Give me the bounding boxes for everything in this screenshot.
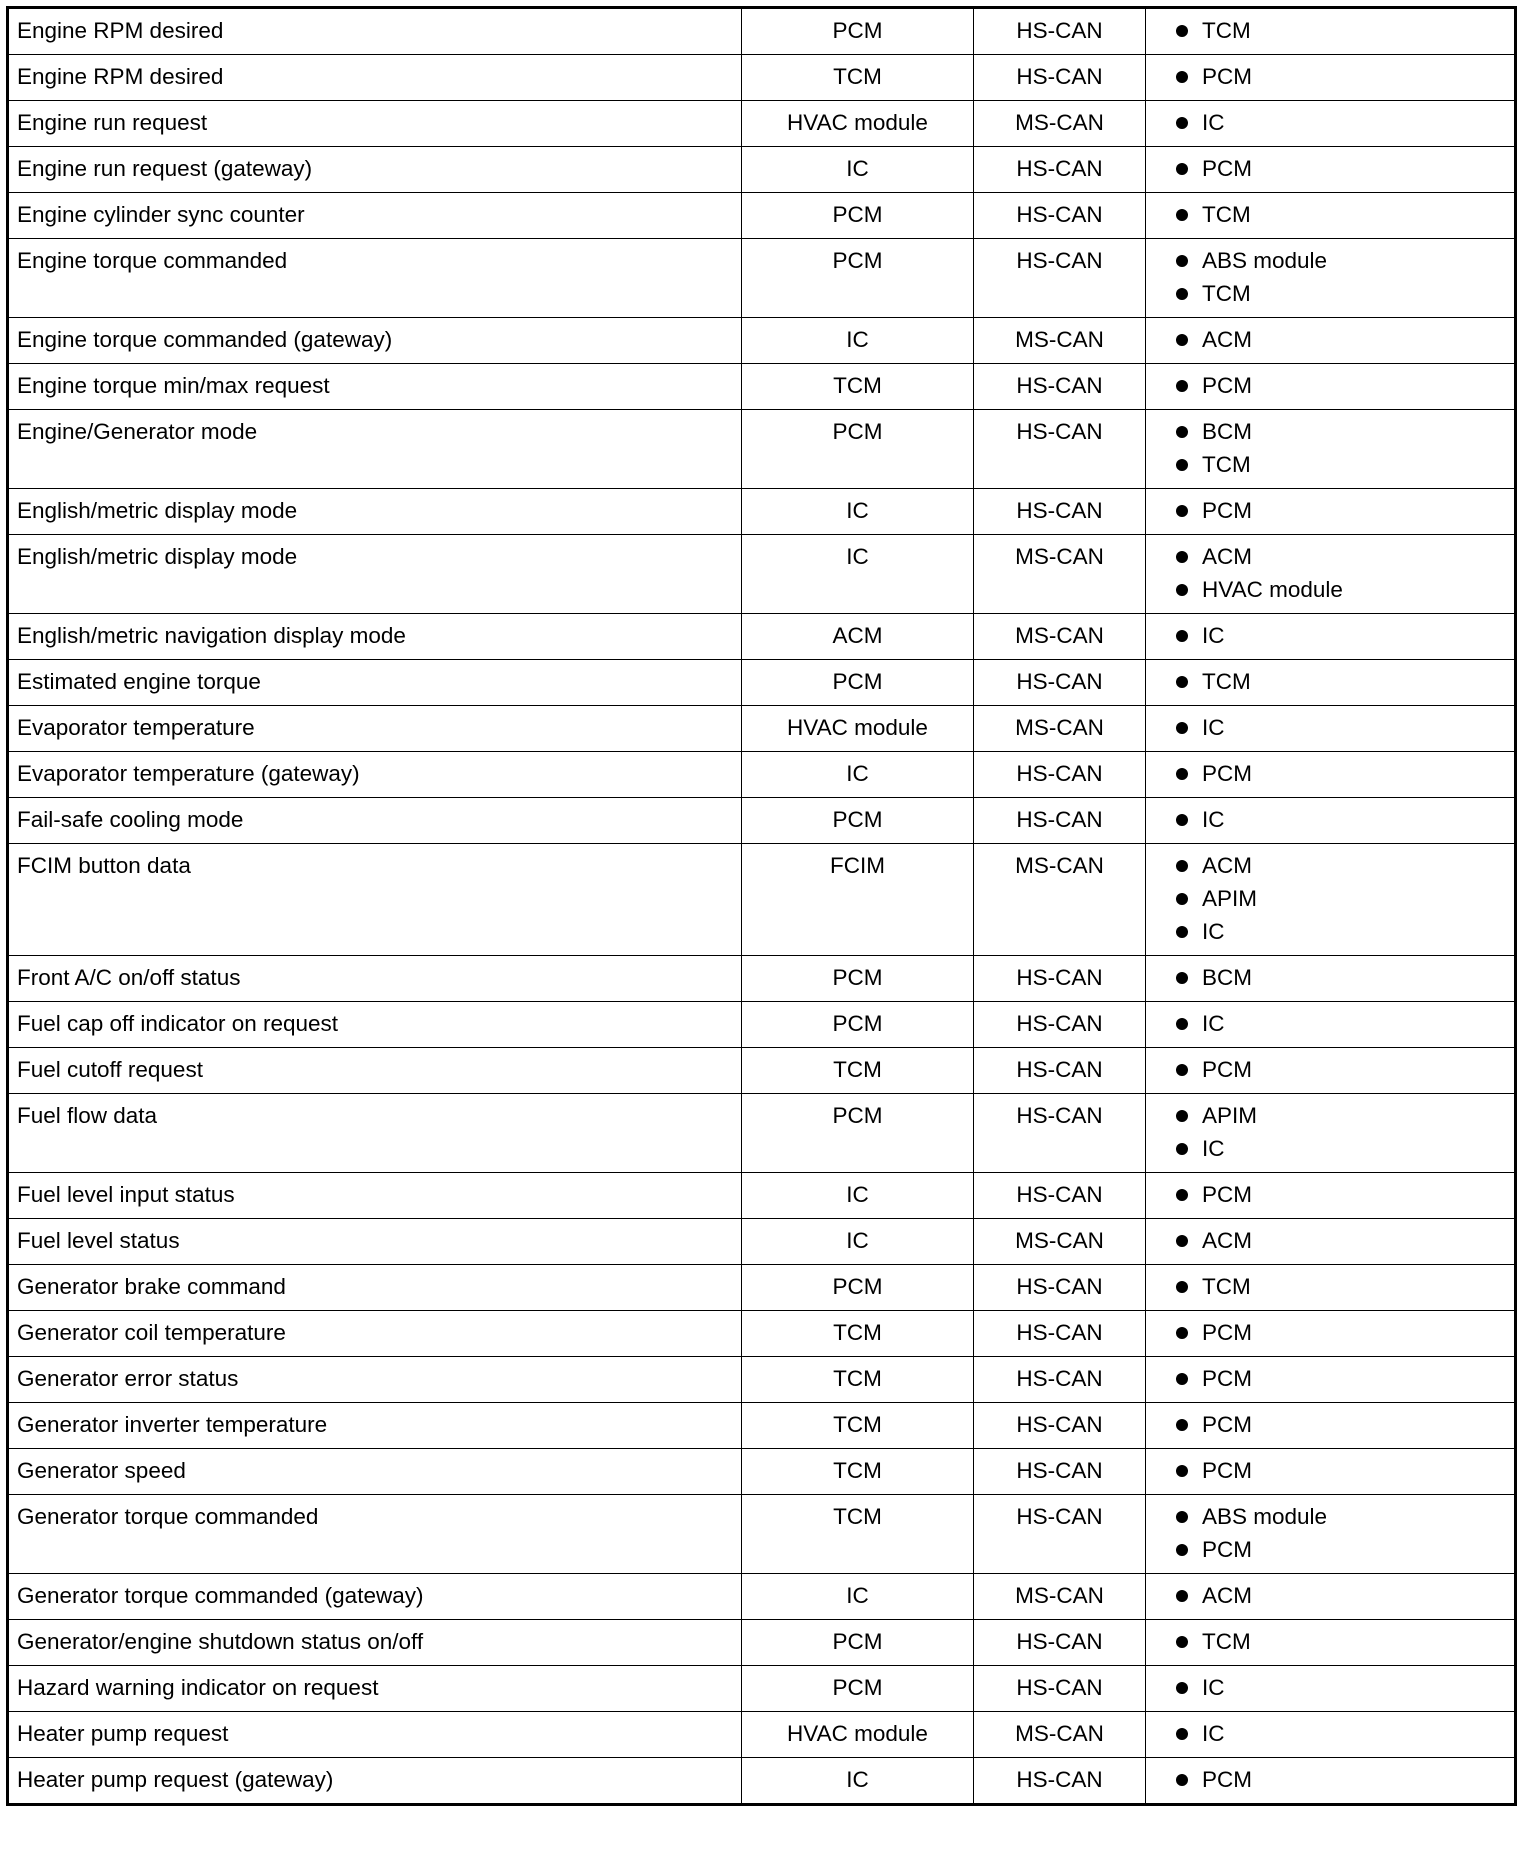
message-cell: Engine cylinder sync counter <box>8 193 742 239</box>
receiver-list <box>1154 1454 1506 1487</box>
receivers-cell <box>1146 1666 1516 1712</box>
network-cell: MS-CAN <box>974 1574 1146 1620</box>
message-cell: Engine torque commanded (gateway) <box>8 318 742 364</box>
message-cell: Generator inverter temperature <box>8 1403 742 1449</box>
network-cell: HS-CAN <box>974 193 1146 239</box>
receivers-cell <box>1146 956 1516 1002</box>
receivers-cell <box>1146 614 1516 660</box>
receiver-list <box>1154 369 1506 402</box>
receivers-cell <box>1146 752 1516 798</box>
table-row <box>8 660 1516 706</box>
message-cell: Evaporator temperature <box>8 706 742 752</box>
source-module-cell: IC <box>742 318 974 364</box>
table-row <box>8 1173 1516 1219</box>
network-cell: HS-CAN <box>974 1357 1146 1403</box>
table-row <box>8 55 1516 101</box>
receivers-cell <box>1146 798 1516 844</box>
message-cell: Fail-safe cooling mode <box>8 798 742 844</box>
message-cell: Engine run request <box>8 101 742 147</box>
receiver-list <box>1154 1099 1506 1165</box>
network-cell: HS-CAN <box>974 410 1146 489</box>
source-module-cell: IC <box>742 1574 974 1620</box>
network-cell: HS-CAN <box>974 55 1146 101</box>
receiver-item: HVAC module <box>1154 573 1506 606</box>
receiver-item: TCM <box>1154 277 1506 310</box>
network-cell: HS-CAN <box>974 1048 1146 1094</box>
source-module-cell: PCM <box>742 193 974 239</box>
receiver-item: PCM <box>1154 1763 1506 1796</box>
source-module-cell: IC <box>742 1758 974 1805</box>
source-module-cell: PCM <box>742 8 974 55</box>
receiver-item: ABS module <box>1154 1500 1506 1533</box>
table-row <box>8 318 1516 364</box>
receiver-item: IC <box>1154 106 1506 139</box>
receiver-list <box>1154 540 1506 606</box>
source-module-cell: TCM <box>742 1357 974 1403</box>
network-cell: HS-CAN <box>974 8 1146 55</box>
source-module-cell: ACM <box>742 614 974 660</box>
source-module-cell: PCM <box>742 1666 974 1712</box>
receivers-cell <box>1146 1048 1516 1094</box>
source-module-cell: TCM <box>742 1048 974 1094</box>
receiver-list <box>1154 1763 1506 1796</box>
table-row <box>8 147 1516 193</box>
table-row <box>8 1620 1516 1666</box>
source-module-cell: TCM <box>742 1449 974 1495</box>
network-cell: MS-CAN <box>974 844 1146 956</box>
receiver-list <box>1154 849 1506 948</box>
message-routing-table <box>6 6 1517 1806</box>
receiver-item: IC <box>1154 1717 1506 1750</box>
receiver-item: TCM <box>1154 198 1506 231</box>
receivers-cell <box>1146 1620 1516 1666</box>
network-cell: HS-CAN <box>974 1620 1146 1666</box>
receiver-item: BCM <box>1154 415 1506 448</box>
receivers-cell <box>1146 1357 1516 1403</box>
network-cell: HS-CAN <box>974 1495 1146 1574</box>
receivers-cell <box>1146 706 1516 752</box>
receiver-list <box>1154 1408 1506 1441</box>
network-cell: HS-CAN <box>974 956 1146 1002</box>
receiver-item: PCM <box>1154 757 1506 790</box>
receiver-item: IC <box>1154 1007 1506 1040</box>
source-module-cell: PCM <box>742 660 974 706</box>
source-module-cell: HVAC module <box>742 1712 974 1758</box>
receivers-cell <box>1146 318 1516 364</box>
receiver-item: ABS module <box>1154 244 1506 277</box>
receiver-list <box>1154 711 1506 744</box>
source-module-cell: PCM <box>742 410 974 489</box>
message-cell: Heater pump request (gateway) <box>8 1758 742 1805</box>
message-cell: Heater pump request <box>8 1712 742 1758</box>
table-row <box>8 101 1516 147</box>
receiver-item: IC <box>1154 1132 1506 1165</box>
network-cell: HS-CAN <box>974 660 1146 706</box>
source-module-cell: HVAC module <box>742 706 974 752</box>
receiver-item: ACM <box>1154 1579 1506 1612</box>
message-cell: English/metric display mode <box>8 535 742 614</box>
table-row <box>8 844 1516 956</box>
receiver-list <box>1154 198 1506 231</box>
receivers-cell <box>1146 1219 1516 1265</box>
table-row <box>8 193 1516 239</box>
network-cell: MS-CAN <box>974 706 1146 752</box>
table-row <box>8 239 1516 318</box>
table-row <box>8 8 1516 55</box>
network-cell: HS-CAN <box>974 1449 1146 1495</box>
message-cell: Generator coil temperature <box>8 1311 742 1357</box>
network-cell: HS-CAN <box>974 1758 1146 1805</box>
network-cell: HS-CAN <box>974 1002 1146 1048</box>
table-row <box>8 956 1516 1002</box>
receiver-list <box>1154 757 1506 790</box>
network-cell: MS-CAN <box>974 318 1146 364</box>
receivers-cell <box>1146 1265 1516 1311</box>
receiver-list <box>1154 1178 1506 1211</box>
network-cell: HS-CAN <box>974 1666 1146 1712</box>
receivers-cell <box>1146 147 1516 193</box>
receivers-cell <box>1146 535 1516 614</box>
receiver-item: IC <box>1154 915 1506 948</box>
table-row <box>8 1403 1516 1449</box>
message-cell: Estimated engine torque <box>8 660 742 706</box>
network-cell: MS-CAN <box>974 1219 1146 1265</box>
table-row <box>8 1666 1516 1712</box>
network-cell: HS-CAN <box>974 147 1146 193</box>
table-row <box>8 410 1516 489</box>
network-cell: MS-CAN <box>974 1712 1146 1758</box>
source-module-cell: TCM <box>742 1495 974 1574</box>
message-cell: Engine RPM desired <box>8 55 742 101</box>
receivers-cell <box>1146 193 1516 239</box>
receivers-cell <box>1146 1002 1516 1048</box>
receivers-cell <box>1146 1173 1516 1219</box>
receiver-list <box>1154 244 1506 310</box>
table-row <box>8 535 1516 614</box>
table-row <box>8 1758 1516 1805</box>
table-row <box>8 1574 1516 1620</box>
source-module-cell: FCIM <box>742 844 974 956</box>
message-cell: Generator torque commanded (gateway) <box>8 1574 742 1620</box>
network-cell: HS-CAN <box>974 364 1146 410</box>
network-cell: HS-CAN <box>974 1311 1146 1357</box>
receiver-item: PCM <box>1154 1362 1506 1395</box>
message-cell: Hazard warning indicator on request <box>8 1666 742 1712</box>
receivers-cell <box>1146 489 1516 535</box>
receiver-item: PCM <box>1154 1454 1506 1487</box>
table-body <box>8 8 1516 1805</box>
receivers-cell <box>1146 1311 1516 1357</box>
table-row <box>8 1002 1516 1048</box>
table-row <box>8 1265 1516 1311</box>
receiver-item: ACM <box>1154 540 1506 573</box>
network-cell: HS-CAN <box>974 1403 1146 1449</box>
receiver-item: TCM <box>1154 1625 1506 1658</box>
receiver-item: ACM <box>1154 849 1506 882</box>
message-cell: Engine run request (gateway) <box>8 147 742 193</box>
receiver-list <box>1154 1671 1506 1704</box>
message-cell: English/metric navigation display mode <box>8 614 742 660</box>
source-module-cell: PCM <box>742 1265 974 1311</box>
message-cell: English/metric display mode <box>8 489 742 535</box>
message-cell: Generator torque commanded <box>8 1495 742 1574</box>
receivers-cell <box>1146 1403 1516 1449</box>
table-row <box>8 1449 1516 1495</box>
source-module-cell: TCM <box>742 1311 974 1357</box>
receiver-list <box>1154 1717 1506 1750</box>
receiver-list <box>1154 415 1506 481</box>
receiver-item: APIM <box>1154 882 1506 915</box>
receiver-item: TCM <box>1154 14 1506 47</box>
source-module-cell: PCM <box>742 798 974 844</box>
network-cell: HS-CAN <box>974 239 1146 318</box>
receiver-item: IC <box>1154 803 1506 836</box>
receiver-item: PCM <box>1154 494 1506 527</box>
source-module-cell: IC <box>742 752 974 798</box>
receiver-item: TCM <box>1154 1270 1506 1303</box>
receivers-cell <box>1146 101 1516 147</box>
network-cell: HS-CAN <box>974 752 1146 798</box>
receiver-list <box>1154 1579 1506 1612</box>
source-module-cell: PCM <box>742 956 974 1002</box>
source-module-cell: TCM <box>742 1403 974 1449</box>
receiver-list <box>1154 14 1506 47</box>
network-cell: MS-CAN <box>974 535 1146 614</box>
receiver-item: PCM <box>1154 152 1506 185</box>
receiver-list <box>1154 961 1506 994</box>
message-cell: Engine torque commanded <box>8 239 742 318</box>
receiver-item: PCM <box>1154 1408 1506 1441</box>
receiver-list <box>1154 152 1506 185</box>
table-row <box>8 614 1516 660</box>
message-cell: Fuel level input status <box>8 1173 742 1219</box>
network-cell: HS-CAN <box>974 1094 1146 1173</box>
source-module-cell: TCM <box>742 55 974 101</box>
receiver-list <box>1154 1362 1506 1395</box>
receivers-cell <box>1146 410 1516 489</box>
message-cell: Fuel cutoff request <box>8 1048 742 1094</box>
message-cell: Generator speed <box>8 1449 742 1495</box>
message-cell: Generator error status <box>8 1357 742 1403</box>
receivers-cell <box>1146 1574 1516 1620</box>
receivers-cell <box>1146 660 1516 706</box>
source-module-cell: IC <box>742 535 974 614</box>
message-cell: Generator/engine shutdown status on/off <box>8 1620 742 1666</box>
receiver-item: BCM <box>1154 961 1506 994</box>
source-module-cell: IC <box>742 147 974 193</box>
network-cell: HS-CAN <box>974 489 1146 535</box>
source-module-cell: IC <box>742 1173 974 1219</box>
network-cell: MS-CAN <box>974 101 1146 147</box>
receiver-item: IC <box>1154 1671 1506 1704</box>
receivers-cell <box>1146 8 1516 55</box>
receiver-item: TCM <box>1154 448 1506 481</box>
receiver-list <box>1154 803 1506 836</box>
message-cell: Fuel flow data <box>8 1094 742 1173</box>
source-module-cell: PCM <box>742 1620 974 1666</box>
receiver-item: ACM <box>1154 323 1506 356</box>
receiver-list <box>1154 106 1506 139</box>
receiver-list <box>1154 494 1506 527</box>
receiver-list <box>1154 1224 1506 1257</box>
message-cell: Engine RPM desired <box>8 8 742 55</box>
receiver-list <box>1154 1270 1506 1303</box>
receiver-item: PCM <box>1154 60 1506 93</box>
receiver-list <box>1154 1053 1506 1086</box>
receiver-list <box>1154 665 1506 698</box>
source-module-cell: IC <box>742 1219 974 1265</box>
receivers-cell <box>1146 1094 1516 1173</box>
receiver-item: APIM <box>1154 1099 1506 1132</box>
message-cell: Fuel cap off indicator on request <box>8 1002 742 1048</box>
receiver-list <box>1154 1007 1506 1040</box>
receivers-cell <box>1146 1712 1516 1758</box>
receiver-item: PCM <box>1154 1533 1506 1566</box>
table-row <box>8 1219 1516 1265</box>
source-module-cell: HVAC module <box>742 101 974 147</box>
receiver-item: IC <box>1154 619 1506 652</box>
table-row <box>8 752 1516 798</box>
receivers-cell <box>1146 239 1516 318</box>
receiver-item: TCM <box>1154 665 1506 698</box>
receiver-item: PCM <box>1154 1178 1506 1211</box>
source-module-cell: PCM <box>742 1094 974 1173</box>
receivers-cell <box>1146 55 1516 101</box>
receivers-cell <box>1146 364 1516 410</box>
message-cell: Evaporator temperature (gateway) <box>8 752 742 798</box>
network-cell: MS-CAN <box>974 614 1146 660</box>
table-row <box>8 798 1516 844</box>
table-row <box>8 489 1516 535</box>
table-row <box>8 1712 1516 1758</box>
table-row <box>8 1048 1516 1094</box>
table-row <box>8 706 1516 752</box>
table-row <box>8 1495 1516 1574</box>
receiver-list <box>1154 1500 1506 1566</box>
receiver-list <box>1154 619 1506 652</box>
source-module-cell: TCM <box>742 364 974 410</box>
receiver-item: IC <box>1154 711 1506 744</box>
message-cell: Front A/C on/off status <box>8 956 742 1002</box>
table-row <box>8 364 1516 410</box>
message-cell: Fuel level status <box>8 1219 742 1265</box>
source-module-cell: PCM <box>742 239 974 318</box>
receivers-cell <box>1146 844 1516 956</box>
receiver-list <box>1154 1625 1506 1658</box>
source-module-cell: IC <box>742 489 974 535</box>
network-cell: HS-CAN <box>974 798 1146 844</box>
receiver-item: PCM <box>1154 1053 1506 1086</box>
message-cell: Generator brake command <box>8 1265 742 1311</box>
receiver-item: PCM <box>1154 369 1506 402</box>
receivers-cell <box>1146 1758 1516 1805</box>
receiver-item: ACM <box>1154 1224 1506 1257</box>
table-row <box>8 1094 1516 1173</box>
receivers-cell <box>1146 1495 1516 1574</box>
table-row <box>8 1357 1516 1403</box>
receiver-item: PCM <box>1154 1316 1506 1349</box>
receivers-cell <box>1146 1449 1516 1495</box>
message-cell: FCIM button data <box>8 844 742 956</box>
message-cell: Engine torque min/max request <box>8 364 742 410</box>
network-cell: HS-CAN <box>974 1265 1146 1311</box>
receiver-list <box>1154 1316 1506 1349</box>
receiver-list <box>1154 60 1506 93</box>
receiver-list <box>1154 323 1506 356</box>
table-row <box>8 1311 1516 1357</box>
message-cell: Engine/Generator mode <box>8 410 742 489</box>
network-cell: HS-CAN <box>974 1173 1146 1219</box>
source-module-cell: PCM <box>742 1002 974 1048</box>
